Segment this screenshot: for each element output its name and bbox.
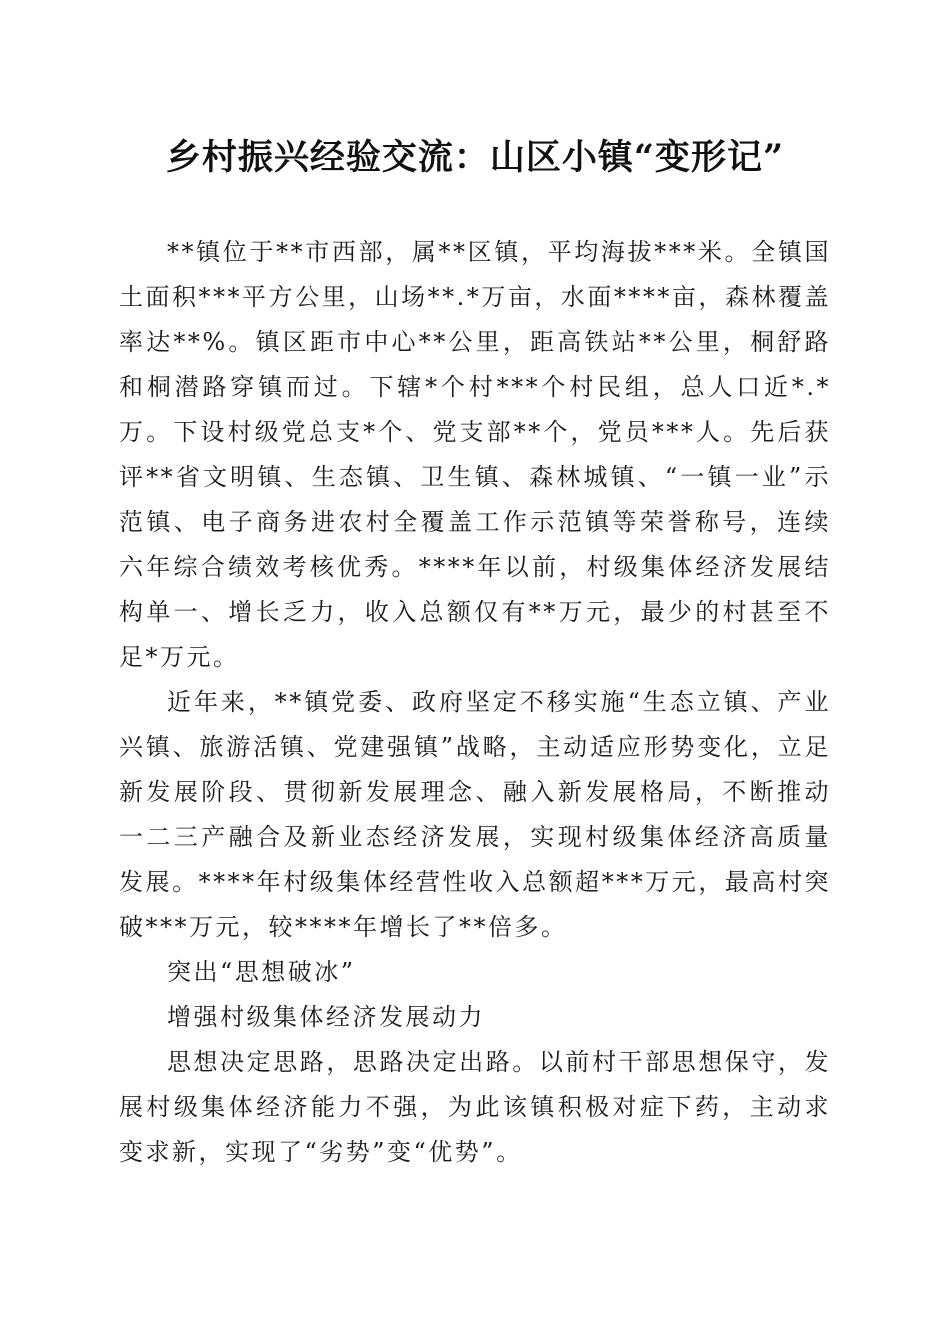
paragraph-thinking: 思想决定思路，思路决定出路。以前村干部思想保守，发展村级集体经济能力不强，为此该镇积极对症下药，主动求变求新，实现了“劣势”变“优势”。 (119, 1048, 831, 1166)
paragraph-recent-years: 近年来，**镇党委、政府坚定不移实施“生态立镇、产业兴镇、旅游活镇、党建强镇”战略，主动适应形势变化，立足新发展阶段、贯彻新发展理念、融入新发展格局，不断推动一二三产融合及新业态经济发展，实现村级集体经济高质量发展。****年村级集体经营性收入总额超***万元，最高村突破***万元，较****年增长了**倍多。 (119, 688, 831, 941)
document-body (119, 230, 831, 1175)
paragraph-intro: **镇位于**市西部，属**区镇，平均海拔***米。全镇国土面积***平方公里，山场**.*万亩，水面****亩，森林覆盖率达**%。镇区距市中心**公里，距高铁站**公里，桐舒路和桐潜路穿镇而过。下辖*个村***个村民组，总人口近*.*万。下设村级党总支*个、党支部**个，党员***人。先后获评**省文明镇、生态镇、卫生镇、森林城镇、“一镇一业”示范镇、电子商务进农村全覆盖工作示范镇等荣誉称号，连续六年综合绩效考核优秀。****年以前，村级集体经济发展结构单一、增长乏力，收入总额仅有**万元，最少的村甚至不足*万元。 (119, 238, 831, 671)
document-title: 乡村振兴经验交流：山区小镇“变形记” (165, 137, 785, 178)
section-subheading-1: 增强村级集体经济发展动力 (167, 1003, 485, 1031)
section-heading-1: 突出“思想破冰” (167, 958, 356, 986)
